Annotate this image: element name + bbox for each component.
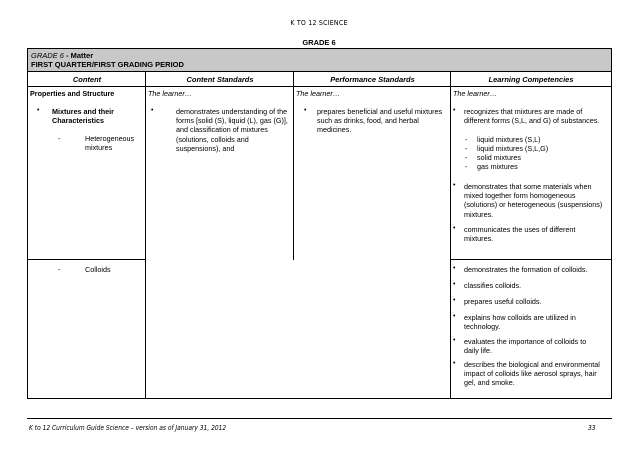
bullet: •	[453, 265, 456, 272]
content-subitem: Colloids	[85, 265, 111, 274]
competency-text: classifies colloids.	[464, 281, 522, 290]
competency-text: recognizes that mixtures are made of different forms (S,L, and G) of substances.	[464, 107, 600, 126]
dash: -	[465, 153, 468, 162]
competency-text: demonstrates that some materials when mixed together form homogeneous (solutions) or heterogeneous (suspensions) mixtures.	[464, 182, 603, 219]
footer-rule	[27, 418, 612, 419]
band-period: FIRST QUARTER/FIRST GRADING PERIOD	[31, 60, 184, 69]
document-header: K TO 12 SCIENCE	[290, 19, 348, 27]
col-header-content: Content	[72, 75, 102, 84]
table-title-band	[28, 49, 611, 72]
learner-label: The learner…	[148, 89, 192, 98]
col-header-content-standards: Content Standards	[186, 75, 254, 84]
competency-text: communicates the uses of different mixtures.	[464, 225, 576, 244]
competency-text: evaluates the importance of colloids to daily life.	[464, 337, 587, 356]
column-divider	[450, 72, 451, 399]
bullet: •	[304, 107, 307, 114]
dash: -	[465, 135, 468, 144]
grade-heading: GRADE 6	[302, 38, 336, 47]
row-divider	[450, 259, 611, 260]
dash: -	[58, 134, 61, 143]
competency-text: explains how colloids are utilized in technology.	[464, 313, 576, 332]
bullet: •	[453, 107, 456, 114]
content-standard-text: demonstrates understanding of the forms [solid (S), liquid (L), gas (G)], and classification of mixtures (solutions, colloids and suspensions), and	[176, 107, 288, 153]
bullet: •	[453, 297, 456, 304]
content-topic: Properties and Structure	[30, 89, 115, 98]
bullet: •	[453, 182, 456, 189]
column-header-row	[28, 72, 611, 87]
competency-text: prepares useful colloids.	[464, 297, 542, 306]
page-number: 33	[588, 424, 596, 432]
learner-label: The learner…	[453, 89, 497, 98]
band-sep: -	[63, 51, 71, 60]
bullet: •	[37, 107, 40, 114]
dash: -	[465, 144, 468, 153]
row-divider	[28, 259, 146, 260]
bullet: •	[453, 313, 456, 320]
band-grade: GRADE 6	[31, 51, 64, 60]
competency-text: describes the biological and environmental impact of colloids like aerosol sprays, hair gel, and smoke.	[464, 360, 600, 388]
column-divider	[293, 72, 294, 260]
footer-version: K to 12 Curriculum Guide Science – version as of January 31, 2012	[29, 424, 227, 432]
competency-subitem: liquid mixtures (S,L)	[477, 135, 541, 144]
bullet: •	[453, 281, 456, 288]
bullet: •	[453, 360, 456, 367]
content-item: Mixtures and their Characteristics	[52, 107, 114, 126]
competency-text: demonstrates the formation of colloids.	[464, 265, 588, 274]
competency-subitem: liquid mixtures (S,L,G)	[477, 144, 549, 153]
performance-standard-text: prepares beneficial and useful mixtures such as drinks, food, and herbal medicines.	[317, 107, 443, 135]
col-header-performance-standards: Performance Standards	[330, 75, 415, 84]
bullet: •	[453, 337, 456, 344]
column-divider	[145, 72, 146, 399]
band-subject: Matter	[70, 51, 94, 60]
learner-label: The learner…	[296, 89, 340, 98]
competency-subitem: solid mixtures	[477, 153, 521, 162]
curriculum-table	[27, 48, 612, 399]
dash: -	[465, 162, 468, 171]
dash: -	[58, 265, 61, 274]
content-subitem: Heterogeneous mixtures	[85, 134, 135, 153]
col-header-learning-competencies: Learning Competencies	[488, 75, 574, 84]
competency-subitem: gas mixtures	[477, 162, 518, 171]
bullet: •	[151, 107, 154, 114]
bullet: •	[453, 225, 456, 232]
